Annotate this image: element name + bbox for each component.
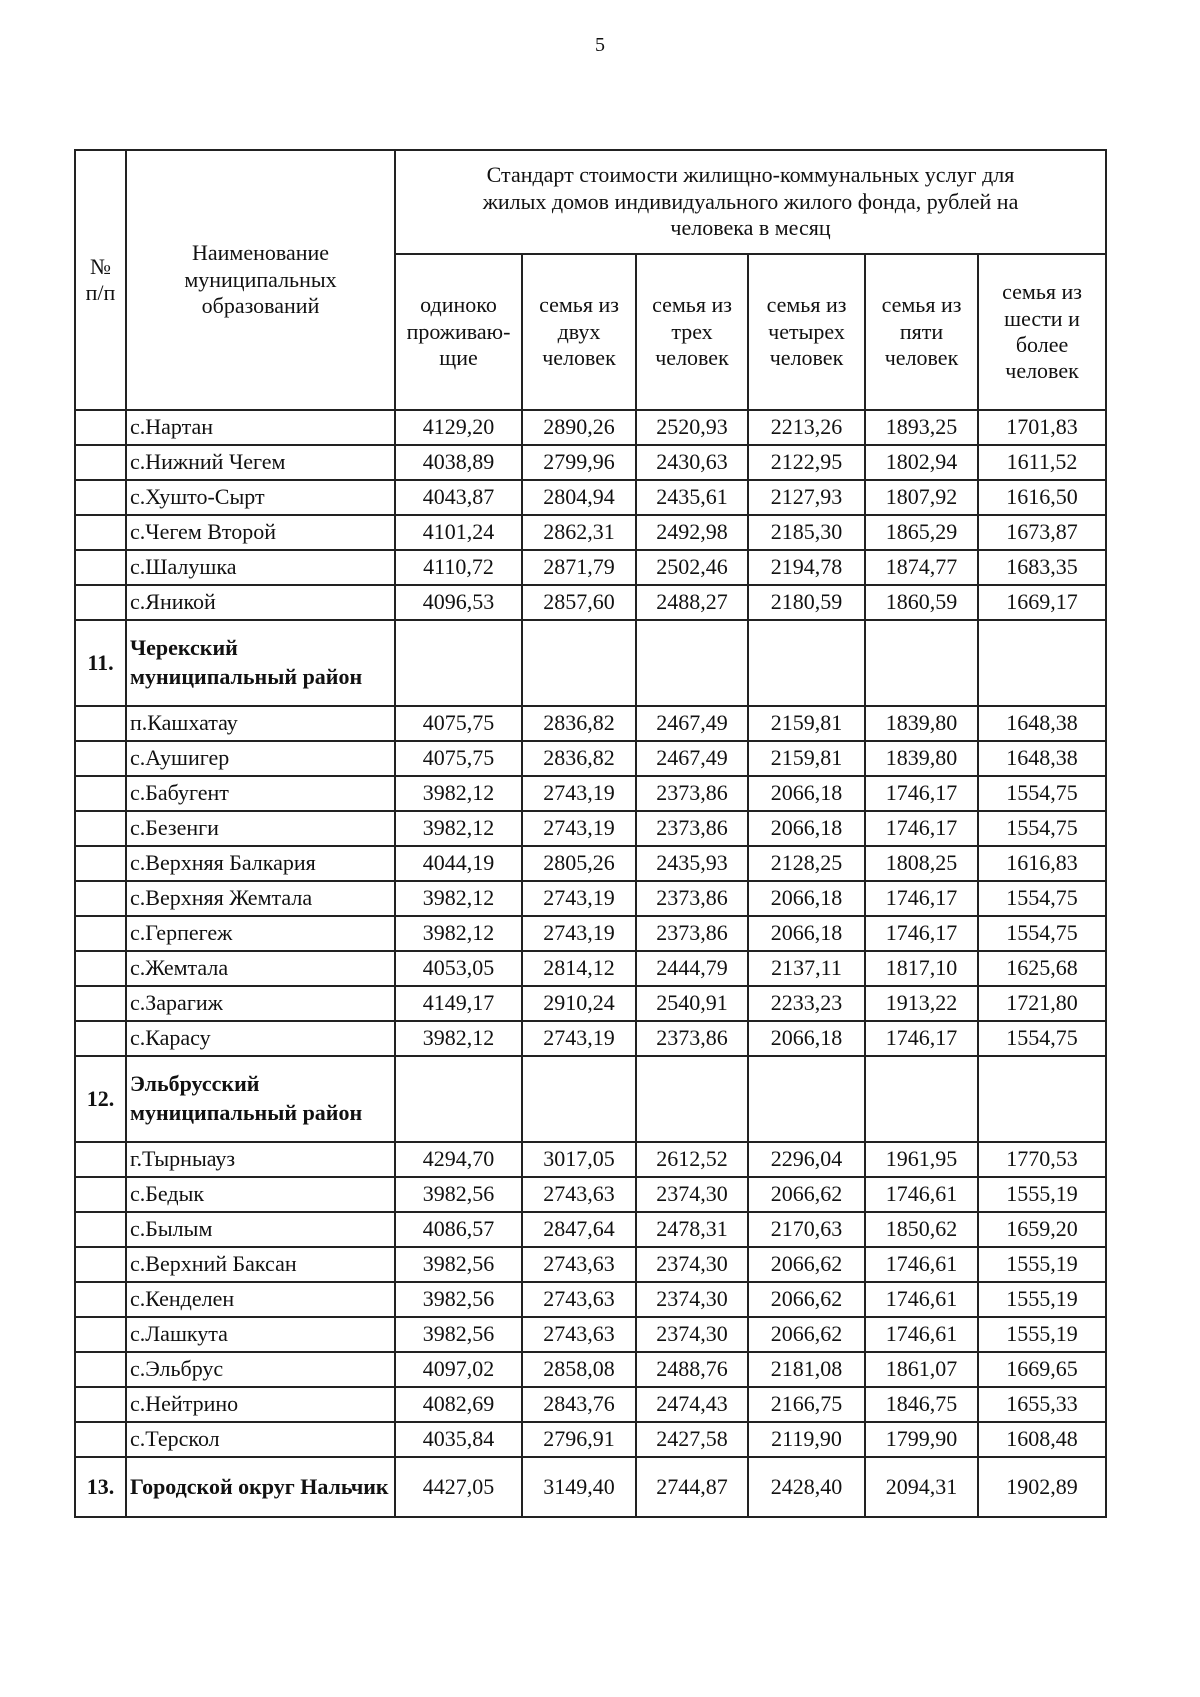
row-value (522, 620, 636, 706)
table-row (75, 1142, 1106, 1177)
district-row (75, 1056, 1106, 1142)
row-value (748, 620, 865, 706)
table-body (75, 410, 1106, 1517)
row-value: 1850,62 (865, 1212, 978, 1247)
row-value: 1555,19 (978, 1282, 1106, 1317)
row-index (75, 1021, 126, 1056)
row-value: 1625,68 (978, 951, 1106, 986)
row-value: 2373,86 (636, 811, 748, 846)
row-name: с.Жемтала (126, 951, 395, 986)
row-value (748, 1056, 865, 1142)
row-value: 1655,33 (978, 1387, 1106, 1422)
row-value: 2427,58 (636, 1422, 748, 1457)
header-col-3: семья из трех человек (636, 254, 748, 410)
row-value: 1846,75 (865, 1387, 978, 1422)
row-value: 2502,46 (636, 550, 748, 585)
row-value: 2194,78 (748, 550, 865, 585)
row-index (75, 1317, 126, 1352)
row-value: 1746,61 (865, 1282, 978, 1317)
row-value: 2858,08 (522, 1352, 636, 1387)
row-value: 2066,18 (748, 776, 865, 811)
table-row (75, 741, 1106, 776)
row-value: 4035,84 (395, 1422, 522, 1457)
row-value: 2843,76 (522, 1387, 636, 1422)
row-index: 13. (75, 1457, 126, 1517)
row-value: 2066,18 (748, 1021, 865, 1056)
row-name: с.Лашкута (126, 1317, 395, 1352)
table-row (75, 1317, 1106, 1352)
row-index (75, 776, 126, 811)
row-index (75, 846, 126, 881)
row-name: с.Зарагиж (126, 986, 395, 1021)
row-name: с.Верхняя Жемтала (126, 881, 395, 916)
row-index (75, 916, 126, 951)
row-name: с.Верхний Баксан (126, 1247, 395, 1282)
row-value (522, 1056, 636, 1142)
table-row (75, 1247, 1106, 1282)
row-value: 2127,93 (748, 480, 865, 515)
row-index (75, 986, 126, 1021)
row-value: 2159,81 (748, 741, 865, 776)
header-col-6: семья из шести и более человек (978, 254, 1106, 410)
row-value: 1673,87 (978, 515, 1106, 550)
table-row (75, 1387, 1106, 1422)
row-value: 2520,93 (636, 410, 748, 445)
row-value: 4082,69 (395, 1387, 522, 1422)
row-value: 2474,43 (636, 1387, 748, 1422)
row-value: 4086,57 (395, 1212, 522, 1247)
row-value: 2435,61 (636, 480, 748, 515)
row-value: 2743,19 (522, 881, 636, 916)
row-value: 2094,31 (865, 1457, 978, 1517)
row-value: 3982,12 (395, 916, 522, 951)
row-value: 2804,94 (522, 480, 636, 515)
row-value: 2066,62 (748, 1177, 865, 1212)
row-value: 2185,30 (748, 515, 865, 550)
row-index (75, 1212, 126, 1247)
row-value: 1746,17 (865, 1021, 978, 1056)
row-index (75, 550, 126, 585)
table-row (75, 1177, 1106, 1212)
row-name: с.Терскол (126, 1422, 395, 1457)
row-value: 1648,38 (978, 741, 1106, 776)
row-value: 3982,56 (395, 1177, 522, 1212)
row-value: 1802,94 (865, 445, 978, 480)
row-value: 4427,05 (395, 1457, 522, 1517)
row-value: 2910,24 (522, 986, 636, 1021)
row-index (75, 585, 126, 620)
row-value: 2430,63 (636, 445, 748, 480)
table-row (75, 881, 1106, 916)
row-value: 3149,40 (522, 1457, 636, 1517)
row-value: 2805,26 (522, 846, 636, 881)
row-name: с.Хушто-Сырт (126, 480, 395, 515)
row-value: 4053,05 (395, 951, 522, 986)
row-value: 2373,86 (636, 1021, 748, 1056)
row-value: 2488,76 (636, 1352, 748, 1387)
row-value (395, 620, 522, 706)
row-value: 1746,61 (865, 1177, 978, 1212)
row-value: 2374,30 (636, 1177, 748, 1212)
row-value: 1701,83 (978, 410, 1106, 445)
row-value (636, 620, 748, 706)
row-value: 1861,07 (865, 1352, 978, 1387)
row-name: Черекский муниципальный район (126, 620, 395, 706)
row-value: 4294,70 (395, 1142, 522, 1177)
row-value: 3982,56 (395, 1317, 522, 1352)
row-value: 1746,61 (865, 1247, 978, 1282)
table-row (75, 1422, 1106, 1457)
row-value: 2862,31 (522, 515, 636, 550)
row-value: 1608,48 (978, 1422, 1106, 1457)
row-value: 2233,23 (748, 986, 865, 1021)
row-value: 3982,12 (395, 881, 522, 916)
table-row (75, 515, 1106, 550)
row-index: 11. (75, 620, 126, 706)
row-value: 1817,10 (865, 951, 978, 986)
table-row (75, 846, 1106, 881)
row-value: 4101,24 (395, 515, 522, 550)
row-value: 1554,75 (978, 776, 1106, 811)
row-value: 1555,19 (978, 1177, 1106, 1212)
row-value: 1555,19 (978, 1317, 1106, 1352)
row-value: 2478,31 (636, 1212, 748, 1247)
row-index (75, 1177, 126, 1212)
row-value: 2744,87 (636, 1457, 748, 1517)
row-name: с.Чегем Второй (126, 515, 395, 550)
row-index (75, 1352, 126, 1387)
header-no: № п/п (75, 150, 126, 410)
table-row (75, 706, 1106, 741)
row-value: 4044,19 (395, 846, 522, 881)
row-name: с.Бедык (126, 1177, 395, 1212)
row-index (75, 706, 126, 741)
row-value: 2444,79 (636, 951, 748, 986)
table-row (75, 410, 1106, 445)
table-row (75, 1352, 1106, 1387)
row-value: 3982,12 (395, 776, 522, 811)
row-value: 1555,19 (978, 1247, 1106, 1282)
row-value (636, 1056, 748, 1142)
row-index (75, 951, 126, 986)
row-value: 2428,40 (748, 1457, 865, 1517)
row-name: с.Аушигер (126, 741, 395, 776)
row-index (75, 881, 126, 916)
row-value: 2180,59 (748, 585, 865, 620)
row-value: 2467,49 (636, 741, 748, 776)
table-row (75, 986, 1106, 1021)
row-name: с.Карасу (126, 1021, 395, 1056)
table-row (75, 480, 1106, 515)
table-row (75, 951, 1106, 986)
row-value: 1839,80 (865, 741, 978, 776)
row-value: 1746,17 (865, 776, 978, 811)
row-name: с.Нейтрино (126, 1387, 395, 1422)
row-value: 2612,52 (636, 1142, 748, 1177)
header-name: Наименование муниципальных образований (126, 150, 395, 410)
header-col-4: семья из четырех человек (748, 254, 865, 410)
row-value: 2296,04 (748, 1142, 865, 1177)
row-value: 2166,75 (748, 1387, 865, 1422)
row-value: 1808,25 (865, 846, 978, 881)
row-value (865, 1056, 978, 1142)
row-value: 2159,81 (748, 706, 865, 741)
row-value: 1893,25 (865, 410, 978, 445)
housing-cost-table (74, 149, 1107, 1518)
row-index: 12. (75, 1056, 126, 1142)
row-value: 2492,98 (636, 515, 748, 550)
row-value: 1902,89 (978, 1457, 1106, 1517)
row-value: 1554,75 (978, 811, 1106, 846)
row-value: 1616,83 (978, 846, 1106, 881)
row-value: 2743,19 (522, 776, 636, 811)
row-value: 2181,08 (748, 1352, 865, 1387)
row-index (75, 1387, 126, 1422)
table-row (75, 811, 1106, 846)
row-value: 2540,91 (636, 986, 748, 1021)
row-value: 2128,25 (748, 846, 865, 881)
district-row (75, 620, 1106, 706)
row-value (395, 1056, 522, 1142)
row-value: 4096,53 (395, 585, 522, 620)
header-col-2: семья из двух человек (522, 254, 636, 410)
row-value (978, 1056, 1106, 1142)
row-value: 1807,92 (865, 480, 978, 515)
table-row (75, 916, 1106, 951)
row-value: 2374,30 (636, 1282, 748, 1317)
row-value: 4075,75 (395, 706, 522, 741)
row-value: 2799,96 (522, 445, 636, 480)
header-col-1: одиноко проживаю-щие (395, 254, 522, 410)
row-index (75, 445, 126, 480)
header-standard: Стандарт стоимости жилищно-коммунальных услуг для жилых домов индивидуального жилого фонда, рублей на человека в месяц (395, 150, 1106, 254)
row-name: с.Безенги (126, 811, 395, 846)
row-value: 2743,19 (522, 916, 636, 951)
row-value: 1865,29 (865, 515, 978, 550)
row-value: 2066,18 (748, 881, 865, 916)
row-value: 2467,49 (636, 706, 748, 741)
row-value: 2435,93 (636, 846, 748, 881)
row-value (865, 620, 978, 706)
row-value: 2743,63 (522, 1317, 636, 1352)
row-value: 1746,17 (865, 811, 978, 846)
row-value: 1860,59 (865, 585, 978, 620)
row-value: 3982,12 (395, 1021, 522, 1056)
table-row (75, 585, 1106, 620)
row-value: 2373,86 (636, 776, 748, 811)
row-name: с.Нартан (126, 410, 395, 445)
row-value: 1839,80 (865, 706, 978, 741)
row-value: 2743,63 (522, 1247, 636, 1282)
row-value: 2066,18 (748, 916, 865, 951)
table-row (75, 445, 1106, 480)
row-index (75, 1247, 126, 1282)
row-index (75, 741, 126, 776)
row-value: 4043,87 (395, 480, 522, 515)
row-value: 2066,18 (748, 811, 865, 846)
row-value: 1648,38 (978, 706, 1106, 741)
row-value: 2374,30 (636, 1247, 748, 1282)
row-name: п.Кашхатау (126, 706, 395, 741)
row-value: 2814,12 (522, 951, 636, 986)
row-value: 1746,17 (865, 881, 978, 916)
row-value: 2170,63 (748, 1212, 865, 1247)
row-index (75, 1142, 126, 1177)
row-name: Городской округ Нальчик (126, 1457, 395, 1517)
page-number: 5 (595, 34, 605, 56)
row-index (75, 410, 126, 445)
row-value: 2836,82 (522, 741, 636, 776)
row-index (75, 515, 126, 550)
header-col-5: семья из пяти человек (865, 254, 978, 410)
row-value: 2488,27 (636, 585, 748, 620)
row-value: 2743,19 (522, 811, 636, 846)
row-value: 1913,22 (865, 986, 978, 1021)
row-value: 2743,63 (522, 1282, 636, 1317)
table-row (75, 1282, 1106, 1317)
row-value: 2122,95 (748, 445, 865, 480)
row-name: с.Кенделен (126, 1282, 395, 1317)
row-value: 1746,17 (865, 916, 978, 951)
row-name: Эльбрусский муниципальный район (126, 1056, 395, 1142)
row-name: г.Тырныауз (126, 1142, 395, 1177)
city-row (75, 1457, 1106, 1517)
row-value: 2890,26 (522, 410, 636, 445)
row-value: 1616,50 (978, 480, 1106, 515)
row-name: с.Бабугент (126, 776, 395, 811)
row-value: 4129,20 (395, 410, 522, 445)
row-value: 4149,17 (395, 986, 522, 1021)
row-value: 1961,95 (865, 1142, 978, 1177)
row-value: 1874,77 (865, 550, 978, 585)
row-value: 4110,72 (395, 550, 522, 585)
row-value: 3982,56 (395, 1282, 522, 1317)
row-value: 4097,02 (395, 1352, 522, 1387)
row-value: 2066,62 (748, 1282, 865, 1317)
table-row (75, 1021, 1106, 1056)
row-value: 1611,52 (978, 445, 1106, 480)
row-value: 4038,89 (395, 445, 522, 480)
row-value: 1669,17 (978, 585, 1106, 620)
row-value: 1721,80 (978, 986, 1106, 1021)
row-name: с.Шалушка (126, 550, 395, 585)
row-value: 1669,65 (978, 1352, 1106, 1387)
row-value: 2871,79 (522, 550, 636, 585)
row-value: 2066,62 (748, 1247, 865, 1282)
row-name: с.Эльбрус (126, 1352, 395, 1387)
row-name: с.Былым (126, 1212, 395, 1247)
row-value: 1770,53 (978, 1142, 1106, 1177)
table-row (75, 1212, 1106, 1247)
row-index (75, 811, 126, 846)
row-value: 3982,12 (395, 811, 522, 846)
row-value: 1554,75 (978, 916, 1106, 951)
row-value: 2066,62 (748, 1317, 865, 1352)
row-name: с.Яникой (126, 585, 395, 620)
row-value: 4075,75 (395, 741, 522, 776)
row-value: 2796,91 (522, 1422, 636, 1457)
row-value: 1554,75 (978, 881, 1106, 916)
row-name: с.Герпегеж (126, 916, 395, 951)
row-value: 1683,35 (978, 550, 1106, 585)
row-value: 2119,90 (748, 1422, 865, 1457)
table-row (75, 550, 1106, 585)
row-value: 2373,86 (636, 881, 748, 916)
row-value: 2743,19 (522, 1021, 636, 1056)
table-row (75, 776, 1106, 811)
row-value: 2137,11 (748, 951, 865, 986)
row-value: 2374,30 (636, 1317, 748, 1352)
row-name: с.Нижний Чегем (126, 445, 395, 480)
row-value: 1659,20 (978, 1212, 1106, 1247)
row-value: 2836,82 (522, 706, 636, 741)
row-name: с.Верхняя Балкария (126, 846, 395, 881)
row-value: 1799,90 (865, 1422, 978, 1457)
row-value: 2743,63 (522, 1177, 636, 1212)
row-value (978, 620, 1106, 706)
row-value: 2373,86 (636, 916, 748, 951)
row-value: 3982,56 (395, 1247, 522, 1282)
row-value: 2857,60 (522, 585, 636, 620)
row-value: 1746,61 (865, 1317, 978, 1352)
row-value: 1554,75 (978, 1021, 1106, 1056)
row-value: 2847,64 (522, 1212, 636, 1247)
row-value: 2213,26 (748, 410, 865, 445)
row-index (75, 480, 126, 515)
row-index (75, 1422, 126, 1457)
row-index (75, 1282, 126, 1317)
row-value: 3017,05 (522, 1142, 636, 1177)
